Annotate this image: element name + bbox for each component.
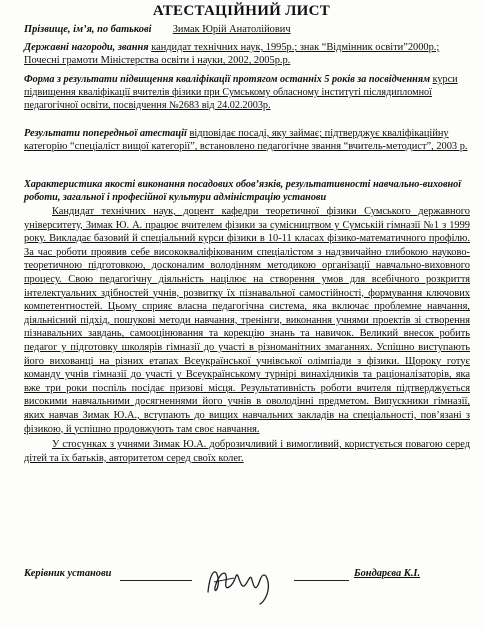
awards-label: Державні нагороди, звання [24,42,149,53]
awards-value: кандидат технічних наук, 1995р.; знак “Відмінник освіти”2000р.; Почесні грамоти Міністерства освіти і науки, 2002, 2005р.р. [24,42,440,67]
name-row [24,23,470,36]
signature-line-right [294,580,349,581]
signature-label: Керівник установи [24,568,112,579]
qualification-value: курси підвищення кваліфікації вчителів фізики при Сумському обласному інституті післядипломної педагогічної освіти, посвідчення №2683 від 24.02.2003р. [24,74,458,112]
awards-row [24,41,470,67]
characteristic-paragraph-1: Кандидат технічних наук, доцент кафедри теоретичної фізики Сумського державного університету, Зимак Ю. А. працює вчителем фізики за сумісництвом у Сумській гімназії №1 з 1999 року. Викладає базовий й спеціальний курси фізики в 10-11 класах фізико-математичного профілю. За час роботи проявив себе висококваліфікованим спеціалістом з надзвичайно глибокою науково-теоретичною підготовкою, досконалим володінням методикою організації навчально-виховного процесу. Свою педагогічну діяльність націлює на створення умов для всебічного розкриття інтелектуальних здібностей учнів, розвитку їх пізнавальної самостійності, формування ключових компетентностей. Цьому сприяє власна педагогічна система, яка включає проблемне навчання, діяльнісний підхід, пошукові методи навчання, тренінги, виконання учнями проектів зі створення пізнавальних завдань, самооцінювання та корекцію знань та навичок. Великий внесок робить педагог у підготовку школярів гімназії до участі в різноманітних змаганнях. Успішно виступають його вихованці на різних етапах Всеукраїнської учнівської олімпіади з фізики. Щороку готує команду учнів гімназії до участі у Всеукраїнському турнірі винахідників та раціоналізаторів, яка вже три роки поспіль посідає призові місця. Результативність роботи вчителя підтверджується високими навчальними досягненнями його учнів в оволодінні предметом. Випускники гімназії, яких навчав Зимак Ю.А., вступають до вищих навчальних закладів на спеціальності, пов’язані з фізикою, й успішно продовжують там своє навчання. [24,206,470,435]
document-title: АТЕСТАЦІЙНИЙ ЛИСТ [152,3,331,19]
characteristic-body [24,205,470,465]
signature-block [24,558,470,618]
characteristic-paragraph-2: У стосунках з учнями Зимак Ю.А. доброзичливий і вимогливий, користується повагою серед дітей та їх батьків, авторитетом серед своїх колег. [24,439,470,464]
characteristic-heading: Характеристика якості виконання посадових обов’язків, результативності навчально-виховної роботи, загальної і професійної культури адміністрацію установи [24,179,462,203]
name-value: Зимак Юрій Анатолійович [172,24,291,35]
handwritten-signature [194,558,294,608]
signature-line-left [120,580,192,581]
qualification-row [24,73,470,113]
previous-attestation-label: Результати попередньої атестації [24,128,187,139]
previous-attestation-value: відповідає посаді, яку займає; підтверджує кваліфікаційну категорію “спеціаліст вищої категорії”, встановлено педагогічне звання “вчитель-методист”, 2003 р. [24,128,468,153]
signatory-name: Бондарєва К.І. [354,568,421,579]
name-label: Прізвище, ім’я, по батькові [24,24,152,35]
qualification-label: Форма з результати підвищення кваліфікації протягом останніх 5 років за посвідченням [24,74,431,85]
previous-attestation-row [24,127,470,153]
